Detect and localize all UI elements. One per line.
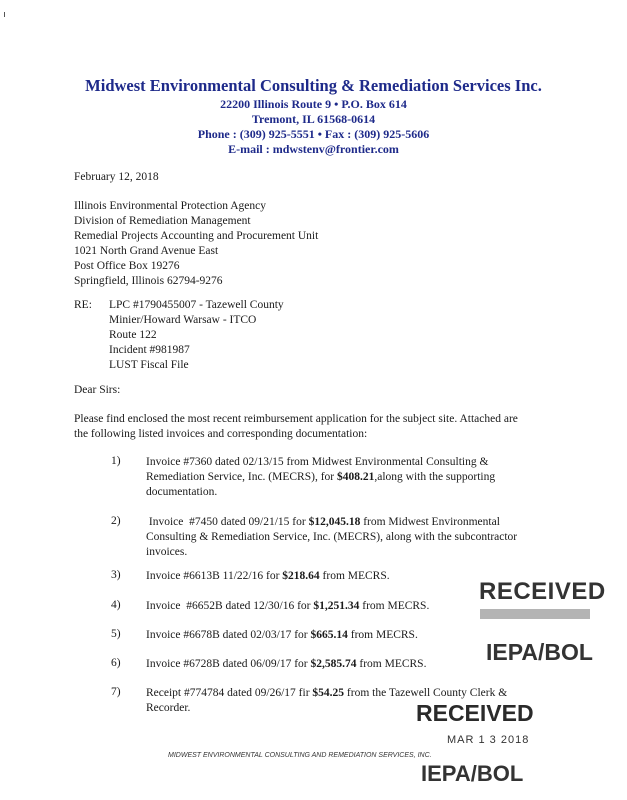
company-address-2: Tremont, IL 61568-0614 [251, 112, 376, 126]
invoice-item-line: Invoice #7360 dated 02/13/15 from Midwest Environmental Consulting & [146, 456, 489, 468]
item-number: 3) [111, 569, 121, 581]
item-number: 4) [111, 599, 121, 611]
page-footer: MIDWEST ENVIRONMENTAL CONSULTING AND REMEDIATION SERVICES, INC. [168, 752, 432, 759]
invoice-amount: $2,585.74 [310, 658, 357, 670]
recipient-line: 1021 North Grand Avenue East [74, 245, 219, 257]
received-stamp-1: RECEIVED [479, 578, 606, 605]
invoice-item [146, 657, 426, 672]
agency-stamp-2: IEPA/BOL [421, 761, 524, 786]
re-line: Minier/Howard Warsaw - ITCO [109, 314, 257, 326]
invoice-item-line: invoices. [146, 546, 188, 558]
letter-date: February 12, 2018 [74, 171, 159, 183]
invoice-item [146, 569, 390, 584]
item-number: 2) [111, 515, 121, 527]
received-stamp-2: RECEIVED [416, 700, 534, 726]
re-line: LPC #1790455007 - Tazewell County [109, 299, 284, 311]
salutation: Dear Sirs: [74, 384, 121, 396]
invoice-amount: $665.14 [310, 629, 348, 641]
invoice-item [146, 599, 429, 614]
invoice-item-line: Invoice #7450 dated 09/21/15 for $12,045.18 from Midwest Environmental [146, 516, 500, 528]
company-address-1: 22200 Illinois Route 9 • P.O. Box 614 [220, 97, 407, 111]
company-phones: Phone : (309) 925-5551 • Fax : (309) 925-5606 [197, 127, 430, 141]
recipient-block [74, 199, 318, 289]
stamp-date: MAR 1 3 2018 [447, 734, 530, 746]
agency-stamp-1: IEPA/BOL [486, 639, 593, 665]
invoice-item [146, 628, 418, 643]
stamp-smudge [480, 609, 590, 619]
invoice-amount: $54.25 [312, 687, 345, 699]
invoice-item-line: Receipt #774784 dated 09/26/17 fir $54.25 from the Tazewell County Clerk & [146, 687, 508, 699]
invoice-item-line: Consulting & Remediation Service, Inc. (MECRS), along with the subcontractor [146, 531, 518, 543]
recipient-line: Division of Remediation Management [74, 215, 251, 227]
re-line: Incident #981987 [109, 344, 190, 356]
item-number: 7) [111, 686, 121, 698]
invoice-item-line: Invoice #6613B 11/22/16 for $218.64 from MECRS. [146, 570, 390, 582]
invoice-amount: $1,251.34 [313, 600, 360, 612]
invoice-item-line: Remediation Service, Inc. (MECRS), for $408.21,along with the supporting [146, 471, 496, 483]
invoice-item-line: Invoice #6678B dated 02/03/17 for $665.14 from MECRS. [146, 629, 418, 641]
re-label: RE: [74, 299, 92, 311]
item-number: 6) [111, 657, 121, 669]
item-number: 5) [111, 628, 121, 640]
company-email: E-mail : mdwstenv@frontier.com [228, 142, 399, 156]
scan-mark [4, 12, 5, 17]
recipient-line: Post Office Box 19276 [74, 260, 180, 272]
invoice-item [146, 455, 495, 500]
invoice-item-line: Invoice #6652B dated 12/30/16 for $1,251.34 from MECRS. [146, 600, 430, 612]
invoice-amount: $408.21 [337, 471, 375, 483]
invoice-amount: $218.64 [282, 570, 320, 582]
intro-line: the following listed invoices and corresponding documentation: [74, 428, 368, 440]
re-block [109, 298, 284, 373]
invoice-item-line: documentation. [146, 486, 218, 498]
intro-line: Please find enclosed the most recent reimbursement application for the subject site. Attached are [74, 413, 518, 425]
company-name: Midwest Environmental Consulting & Remediation Services Inc. [85, 76, 542, 95]
item-number: 1) [111, 455, 121, 467]
recipient-line: Remedial Projects Accounting and Procurement Unit [74, 230, 319, 242]
invoice-item-line: Recorder. [146, 702, 191, 714]
re-line: Route 122 [109, 329, 157, 341]
re-line: LUST Fiscal File [109, 359, 189, 371]
invoice-item [146, 515, 517, 560]
intro-paragraph [74, 412, 518, 442]
recipient-line: Illinois Environmental Protection Agency [74, 200, 266, 212]
invoice-amount: $12,045.18 [308, 516, 361, 528]
recipient-line: Springfield, Illinois 62794-9276 [74, 275, 223, 287]
invoice-item-line: Invoice #6728B dated 06/09/17 for $2,585.74 from MECRS. [146, 658, 427, 670]
